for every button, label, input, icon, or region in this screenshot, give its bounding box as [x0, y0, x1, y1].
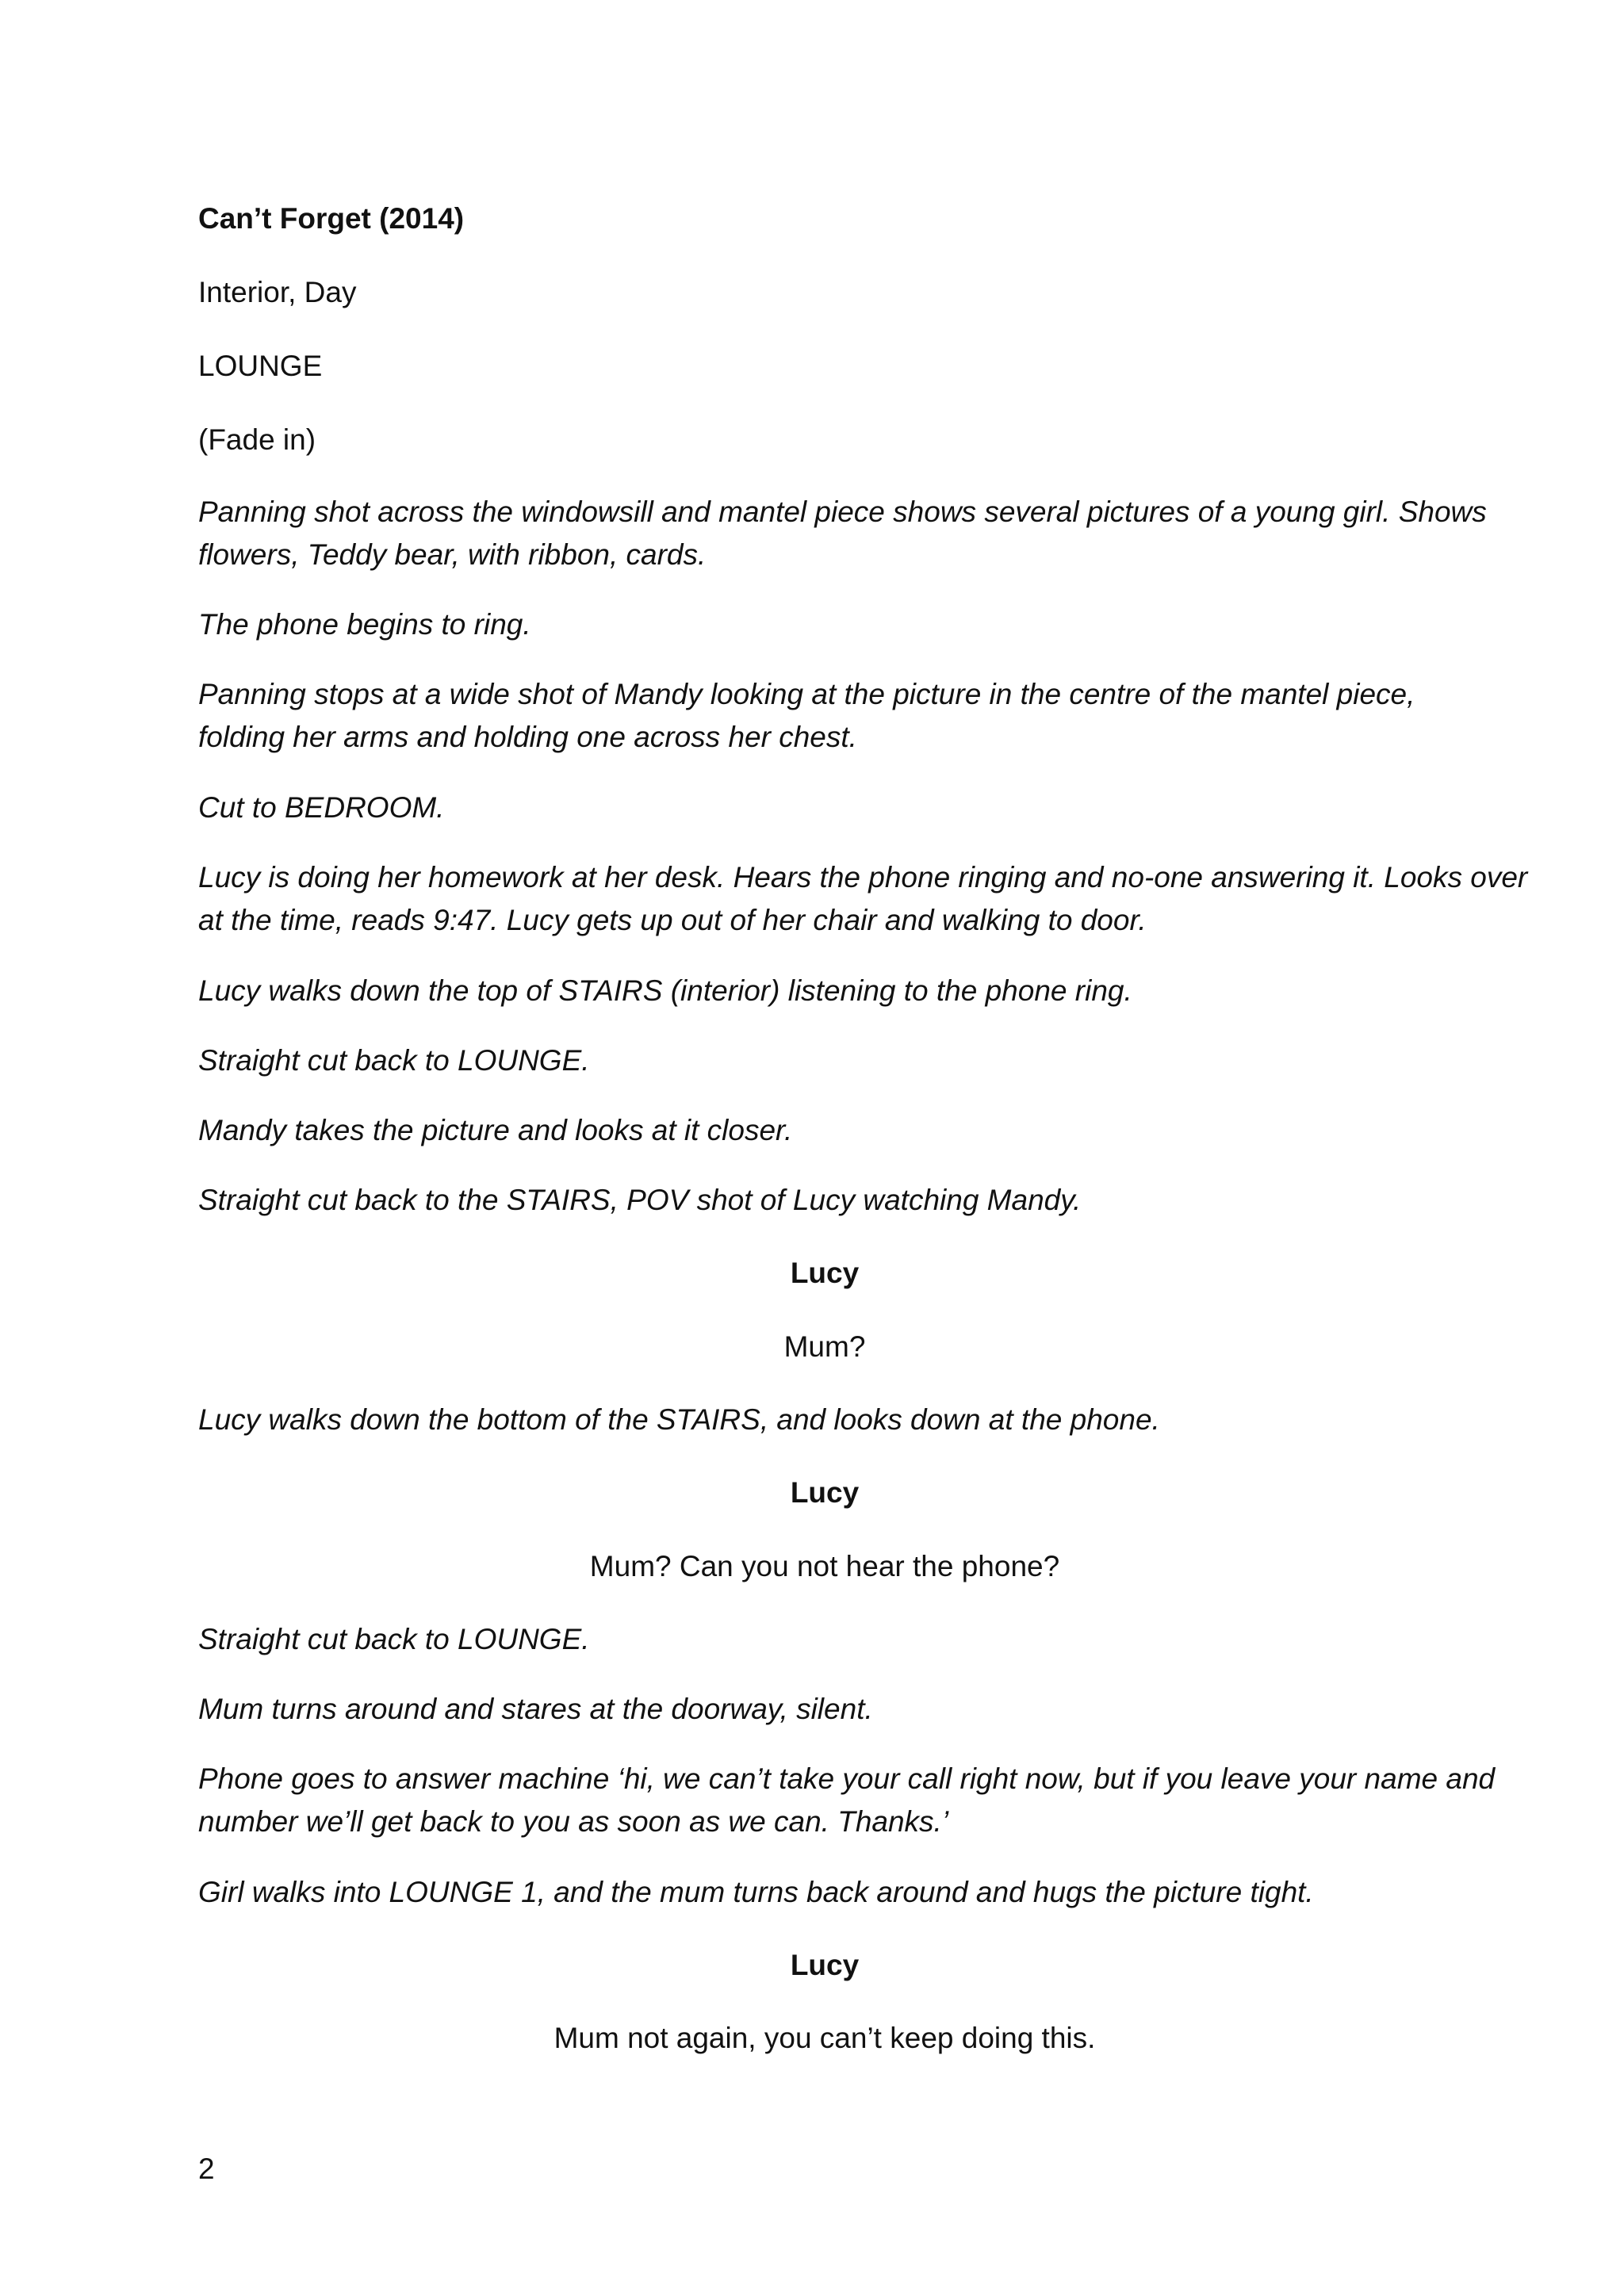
direction-13-line2: number we’ll get back to you as soon as we can. Thanks.’	[198, 1805, 949, 1838]
page-number: 2	[198, 2152, 215, 2185]
direction-5-line1: Lucy is doing her homework at her desk. Hears the phone ringing and no-one answering it. Looks over	[198, 861, 1528, 894]
speaker-lucy-1: Lucy	[790, 1257, 860, 1289]
direction-8: Mandy takes the picture and looks at it closer.	[198, 1114, 793, 1146]
direction-14: Girl walks into LOUNGE 1, and the mum turns back around and hugs the picture tight.	[198, 1876, 1314, 1908]
direction-10: Lucy walks down the bottom of the STAIRS, and looks down at the phone.	[198, 1403, 1160, 1436]
direction-1-line1: Panning shot across the windowsill and mantel piece shows several pictures of a young girl. Shows	[198, 496, 1487, 528]
direction-11: Straight cut back to LOUNGE.	[198, 1623, 590, 1655]
script-title: Can’t Forget (2014)	[198, 202, 465, 235]
speaker-lucy-3: Lucy	[790, 1949, 860, 1981]
direction-3-line1: Panning stops at a wide shot of Mandy looking at the picture in the centre of the mantel piece,	[198, 678, 1415, 710]
scene-heading-setting: Interior, Day	[198, 276, 357, 308]
direction-7: Straight cut back to LOUNGE.	[198, 1044, 590, 1077]
direction-6: Lucy walks down the top of STAIRS (interior) listening to the phone ring.	[198, 974, 1132, 1007]
transition-fade-in: (Fade in)	[198, 423, 316, 456]
direction-4: Cut to BEDROOM.	[198, 791, 445, 824]
dialogue-1: Mum?	[783, 1330, 866, 1363]
speaker-lucy-2: Lucy	[790, 1476, 860, 1509]
dialogue-3: Mum not again, you can’t keep doing this.	[553, 2022, 1096, 2054]
dialogue-2: Mum? Can you not hear the phone?	[589, 1550, 1060, 1582]
direction-2: The phone begins to ring.	[198, 608, 531, 641]
direction-9: Straight cut back to the STAIRS, POV shot of Lucy watching Mandy.	[198, 1184, 1082, 1216]
scene-heading-location: LOUNGE	[198, 350, 323, 382]
direction-13-line1: Phone goes to answer machine ‘hi, we can’t take your call right now, but if you leave your name and	[198, 1762, 1496, 1795]
direction-1-line2: flowers, Teddy bear, with ribbon, cards.	[198, 538, 707, 571]
direction-3-line2: folding her arms and holding one across her chest.	[198, 721, 857, 753]
direction-12: Mum turns around and stares at the doorway, silent.	[198, 1693, 873, 1725]
direction-5-line2: at the time, reads 9:47. Lucy gets up out of her chair and walking to door.	[198, 904, 1147, 936]
